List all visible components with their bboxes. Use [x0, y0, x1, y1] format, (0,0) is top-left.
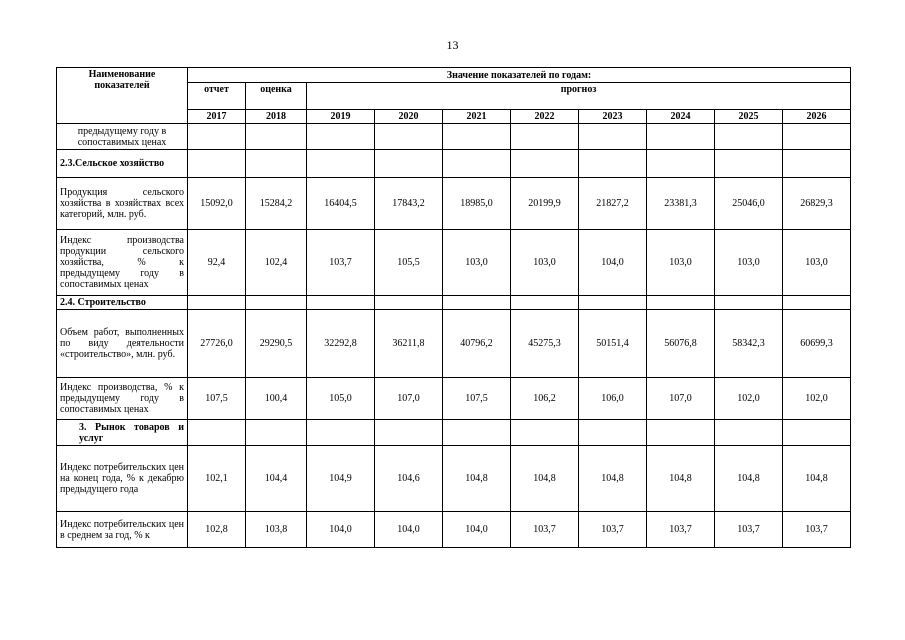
value-cell: 45275,3 — [511, 310, 579, 378]
value-cell: 40796,2 — [443, 310, 511, 378]
value-cell — [511, 296, 579, 310]
value-cell: 104,0 — [443, 512, 511, 548]
value-cell: 103,0 — [647, 230, 715, 296]
value-cell: 102,8 — [188, 512, 246, 548]
value-cell: 58342,3 — [715, 310, 783, 378]
report-header: отчет — [188, 83, 246, 110]
value-cell: 15092,0 — [188, 178, 246, 230]
table-row — [57, 512, 851, 548]
value-cell: 56076,8 — [647, 310, 715, 378]
value-cell: 104,4 — [246, 446, 307, 512]
section-title: 2.4. Строительство — [57, 296, 188, 310]
year-header: 2024 — [647, 110, 715, 124]
year-header: 2026 — [783, 110, 851, 124]
value-cell — [443, 150, 511, 178]
value-cell — [715, 150, 783, 178]
value-cell: 25046,0 — [715, 178, 783, 230]
section-row — [57, 420, 851, 446]
value-cell — [246, 150, 307, 178]
value-cell: 15284,2 — [246, 178, 307, 230]
value-cell: 27726,0 — [188, 310, 246, 378]
table-row — [57, 124, 851, 150]
value-cell: 104,8 — [647, 446, 715, 512]
value-cell: 29290,5 — [246, 310, 307, 378]
value-cell — [647, 420, 715, 446]
values-title-header: Значение показателей по годам: — [188, 68, 851, 83]
value-cell: 104,6 — [375, 446, 443, 512]
value-cell — [246, 124, 307, 150]
section-title: 3. Рынок товаров и услуг — [57, 420, 188, 446]
value-cell: 104,8 — [715, 446, 783, 512]
indicator-name: Индекс потребительских цен на конец года, % к декабрю предыдущего года — [57, 446, 188, 512]
value-cell: 102,4 — [246, 230, 307, 296]
name-column-header: Наименование показателей — [57, 68, 188, 124]
value-cell — [579, 150, 647, 178]
value-cell: 60699,3 — [783, 310, 851, 378]
value-cell: 104,8 — [443, 446, 511, 512]
forecast-header: прогноз — [307, 83, 851, 110]
table-row — [57, 446, 851, 512]
year-header: 2018 — [246, 110, 307, 124]
value-cell — [375, 124, 443, 150]
value-cell: 103,0 — [715, 230, 783, 296]
value-cell — [307, 124, 375, 150]
table-row — [57, 310, 851, 378]
value-cell: 103,7 — [307, 230, 375, 296]
value-cell: 107,0 — [647, 378, 715, 420]
indicator-name: Индекс производства, % к предыдущему году в сопоставимых ценах — [57, 378, 188, 420]
value-cell: 105,0 — [307, 378, 375, 420]
value-cell: 32292,8 — [307, 310, 375, 378]
value-cell — [188, 420, 246, 446]
value-cell — [511, 124, 579, 150]
year-header: 2025 — [715, 110, 783, 124]
value-cell: 103,7 — [579, 512, 647, 548]
value-cell — [188, 296, 246, 310]
section-row — [57, 296, 851, 310]
value-cell: 103,7 — [511, 512, 579, 548]
value-cell — [579, 124, 647, 150]
value-cell — [783, 124, 851, 150]
value-cell: 104,8 — [579, 446, 647, 512]
value-cell: 20199,9 — [511, 178, 579, 230]
value-cell: 103,0 — [443, 230, 511, 296]
value-cell: 103,0 — [511, 230, 579, 296]
value-cell — [783, 150, 851, 178]
value-cell — [443, 420, 511, 446]
value-cell: 107,0 — [375, 378, 443, 420]
value-cell — [375, 296, 443, 310]
value-cell: 106,2 — [511, 378, 579, 420]
value-cell: 105,5 — [375, 230, 443, 296]
value-cell: 104,0 — [307, 512, 375, 548]
value-cell — [443, 124, 511, 150]
indicators-table — [56, 67, 851, 548]
value-cell — [307, 150, 375, 178]
indicator-name: предыдущему году в сопоставимых ценах — [57, 124, 188, 150]
value-cell: 21827,2 — [579, 178, 647, 230]
value-cell — [246, 420, 307, 446]
value-cell — [511, 150, 579, 178]
value-cell: 102,1 — [188, 446, 246, 512]
estimate-header: оценка — [246, 83, 307, 110]
value-cell — [511, 420, 579, 446]
value-cell — [443, 296, 511, 310]
value-cell — [647, 296, 715, 310]
value-cell: 23381,3 — [647, 178, 715, 230]
value-cell — [188, 150, 246, 178]
value-cell: 104,9 — [307, 446, 375, 512]
year-header: 2022 — [511, 110, 579, 124]
value-cell: 16404,5 — [307, 178, 375, 230]
value-cell — [375, 150, 443, 178]
year-header: 2020 — [375, 110, 443, 124]
value-cell: 104,8 — [783, 446, 851, 512]
value-cell — [783, 296, 851, 310]
value-cell — [307, 296, 375, 310]
value-cell: 17843,2 — [375, 178, 443, 230]
value-cell: 92,4 — [188, 230, 246, 296]
indicator-name: Индекс потребительских цен в среднем за год, % к — [57, 512, 188, 548]
value-cell — [307, 420, 375, 446]
year-header: 2019 — [307, 110, 375, 124]
table-row — [57, 378, 851, 420]
value-cell: 50151,4 — [579, 310, 647, 378]
value-cell: 36211,8 — [375, 310, 443, 378]
value-cell: 103,7 — [647, 512, 715, 548]
table-body — [57, 124, 851, 548]
value-cell — [375, 420, 443, 446]
section-title: 2.3.Сельское хозяйство — [57, 150, 188, 178]
value-cell — [783, 420, 851, 446]
table-row — [57, 178, 851, 230]
section-row — [57, 150, 851, 178]
year-header: 2023 — [579, 110, 647, 124]
indicator-name: Объем работ, выполненных по виду деятельности «строительство», млн. руб. — [57, 310, 188, 378]
value-cell — [715, 296, 783, 310]
value-cell — [188, 124, 246, 150]
value-cell: 107,5 — [443, 378, 511, 420]
value-cell: 104,0 — [375, 512, 443, 548]
value-cell — [579, 420, 647, 446]
value-cell — [246, 296, 307, 310]
value-cell: 103,8 — [246, 512, 307, 548]
value-cell: 104,0 — [579, 230, 647, 296]
value-cell: 104,8 — [511, 446, 579, 512]
value-cell: 102,0 — [715, 378, 783, 420]
year-header: 2017 — [188, 110, 246, 124]
value-cell: 100,4 — [246, 378, 307, 420]
value-cell: 103,0 — [783, 230, 851, 296]
table-row — [57, 230, 851, 296]
year-header: 2021 — [443, 110, 511, 124]
value-cell: 26829,3 — [783, 178, 851, 230]
value-cell: 107,5 — [188, 378, 246, 420]
table-header — [57, 68, 851, 124]
value-cell — [647, 150, 715, 178]
value-cell — [647, 124, 715, 150]
indicator-name: Продукция сельского хозяйства в хозяйствах всех категорий, млн. руб. — [57, 178, 188, 230]
value-cell: 106,0 — [579, 378, 647, 420]
page-number: 13 — [446, 38, 459, 52]
value-cell: 102,0 — [783, 378, 851, 420]
indicator-name: Индекс производства продукции сельского хозяйства, % к предыдущему году в сопоставимых ценах — [57, 230, 188, 296]
value-cell — [715, 420, 783, 446]
value-cell: 103,7 — [715, 512, 783, 548]
value-cell — [579, 296, 647, 310]
value-cell: 18985,0 — [443, 178, 511, 230]
value-cell: 103,7 — [783, 512, 851, 548]
value-cell — [715, 124, 783, 150]
